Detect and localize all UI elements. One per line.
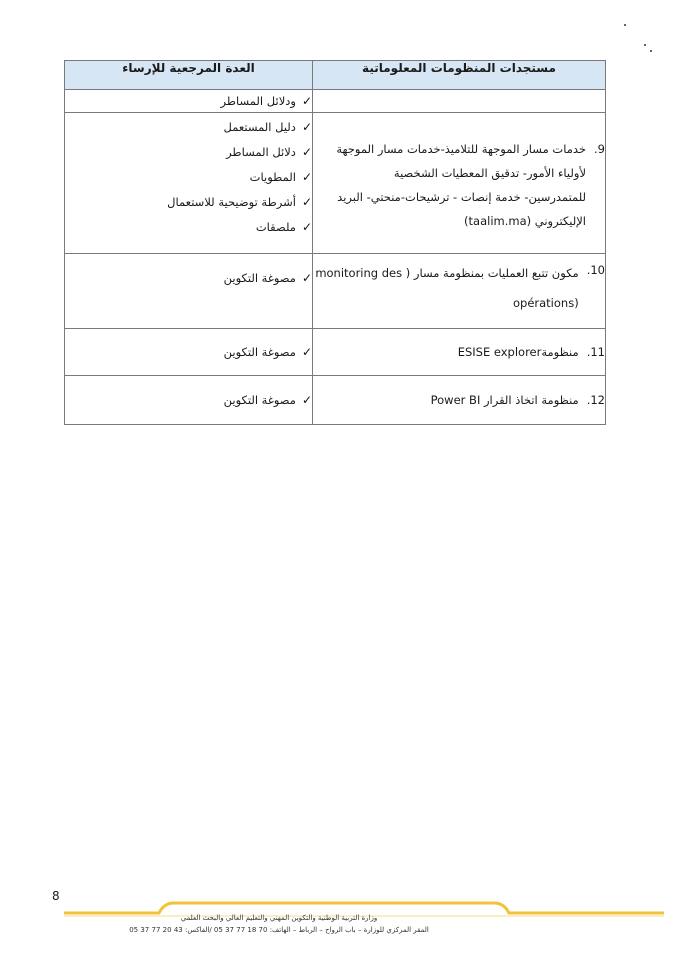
tools-cell	[65, 329, 313, 376]
system-line: لأولياء الأمور- تدقيق المعطيات الشخصية	[393, 166, 587, 180]
footer-ministry: وزارة التربية الوطنية والتكوين المهني والتعليم العالي والبحث العلمي	[180, 914, 378, 922]
system-text: منظومة اتخاذ القرار Power BI	[430, 393, 579, 407]
checkmark-icon: ✓	[301, 120, 312, 134]
tool-label: المطويات	[249, 170, 296, 184]
item-number: 10.	[586, 263, 605, 277]
table-header-row	[65, 61, 606, 90]
system-line: مكون تتبع العمليات بمنظومة مسار ( monitoring des	[315, 266, 579, 280]
checkmark-icon: ✓	[301, 392, 312, 407]
tools-cell	[65, 113, 313, 254]
tool-label: ملصقات	[255, 220, 296, 234]
system-line: (opérations	[512, 296, 579, 310]
tools-cell	[65, 254, 313, 329]
footer-address: المقر المركزي للوزارة – باب الرواح – الرباط – الهاتف: 70 18 77 37 05 /الفاكس: 43 20 77 37 05	[129, 926, 429, 934]
header-tools: العدة المرجعية للإرساء	[65, 61, 313, 90]
checkmark-icon: ✓	[301, 271, 312, 285]
table-row	[65, 329, 606, 376]
item-number: 9.	[594, 142, 605, 156]
tool-label: أشرطة توضيحية للاستعمال	[167, 195, 296, 209]
header-systems: مستجدات المنظومات المعلوماتية	[313, 61, 606, 90]
tool-label: مصوغة التكوين	[223, 344, 296, 359]
system-line: خدمات مسار الموجهة للتلاميذ-خدمات مسار الموجهة	[336, 142, 587, 156]
systems-table	[64, 60, 606, 425]
checkmark-icon: ✓	[301, 220, 312, 234]
tool-label: ودلائل المساطر	[220, 94, 296, 108]
table-row	[65, 90, 606, 113]
system-cell	[313, 113, 606, 254]
system-cell	[313, 329, 606, 376]
checkmark-icon: ✓	[301, 170, 312, 184]
table-row	[65, 113, 606, 254]
checkmark-icon: ✓	[301, 195, 312, 209]
tool-label: مصوغة التكوين	[223, 271, 296, 285]
table-row	[65, 254, 606, 329]
table-row	[65, 376, 606, 425]
tools-cell	[65, 376, 313, 425]
system-text: منظومةESISE explorer	[457, 345, 579, 359]
page-number: 8	[52, 889, 60, 903]
tool-label: دليل المستعمل	[223, 120, 296, 134]
item-number: 11.	[586, 345, 605, 359]
system-cell	[313, 254, 606, 329]
checkmark-icon: ✓	[301, 344, 312, 359]
system-line: للمتمدرسين- خدمة إنصات - ترشيحات-منحتي- البريد	[337, 190, 587, 204]
checkmark-icon: ✓	[301, 145, 312, 159]
tool-label: مصوغة التكوين	[223, 392, 296, 407]
checkmark-icon: ✓	[301, 94, 312, 108]
system-cell	[313, 376, 606, 425]
system-cell-empty	[313, 90, 606, 113]
tool-label: دلائل المساطر	[226, 145, 296, 159]
system-line: الإليكتروني (taalim.ma)	[464, 214, 587, 228]
item-number: 12.	[586, 393, 605, 407]
corner-marks	[620, 20, 660, 60]
tools-cell	[65, 90, 313, 113]
